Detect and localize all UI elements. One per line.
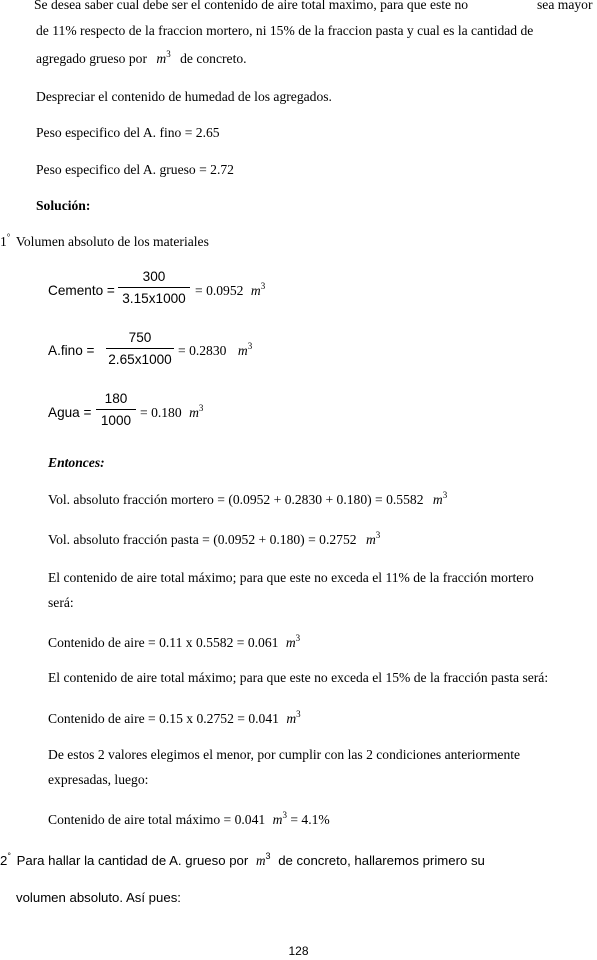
note-peso-fino: Peso especifico del A. fino = 2.65 (36, 125, 220, 140)
unit-exp: 3 (265, 851, 271, 861)
intro-line-1-right: sea mayor (537, 0, 593, 12)
unit-exp: 3 (295, 633, 301, 643)
step-1-heading: 1° Volumen absoluto de los materiales (0, 232, 209, 249)
afino-fraction (106, 330, 174, 368)
intro-line-2: de 11% respecto de la fraccion mortero, ni 15% de la fraccion pasta y cual es la cantidad de (36, 23, 534, 38)
afino-result (178, 343, 252, 359)
aire-mortero-text: Contenido de aire = 0.11 x 0.5582 = 0.061 (48, 635, 279, 650)
agua-result-value: = 0.180 (140, 405, 182, 420)
vol-mortero (48, 492, 447, 508)
aire-final-percent: = 4.1% (290, 812, 330, 827)
unit-m: m (285, 635, 296, 650)
unit-m: m (156, 51, 167, 66)
solution-heading: Solución: (36, 198, 91, 213)
aire-pasta (48, 711, 301, 727)
unit-exp: 3 (198, 403, 204, 413)
aire-pasta-text: Contenido de aire = 0.15 x 0.2752 = 0.041 (48, 711, 279, 726)
vol-pasta (48, 532, 380, 548)
cemento-numerator: 300 (142, 269, 166, 284)
unit-exp: 3 (296, 709, 301, 719)
vol-mortero-text: Vol. absoluto fracción mortero = (0.0952 + 0.2830 + 0.180) = 0.5582 (48, 492, 424, 507)
aire-final (48, 812, 330, 828)
text-conclusion-line-2: expresadas, luego: (48, 772, 149, 787)
intro-line-3 (36, 51, 247, 67)
unit-m: m (286, 711, 297, 726)
cemento-result (195, 283, 265, 299)
afino-denominator: 2.65x1000 (108, 352, 172, 367)
unit-exp: 3 (282, 810, 287, 820)
unit-m: m (432, 492, 443, 507)
intro-line-1: Se desea saber cual debe ser el contenido de aire total maximo, para que este no (34, 0, 469, 12)
afino-result-value: = 0.2830 (178, 343, 227, 358)
aire-final-text: Contenido de aire total máximo = 0.041 (48, 812, 266, 827)
step-2-text-a: Para hallar la cantidad de A. grueso por (16, 853, 249, 868)
cemento-label: Cemento = (48, 283, 115, 298)
unit-exp: 3 (166, 49, 171, 59)
intro-line-3-tail: de concreto. (180, 51, 247, 66)
fraction-bar (118, 287, 190, 288)
afino-numerator: 750 (128, 330, 152, 345)
unit-exp: 3 (442, 490, 448, 500)
agua-result (140, 405, 203, 421)
step-2-text-b: de concreto, hallaremos primero su (278, 853, 485, 868)
text-mortero-line-2: será: (48, 595, 74, 610)
unit-exp: 3 (260, 281, 266, 291)
intro-line-3-text: agregado grueso por (36, 51, 147, 66)
agua-fraction (96, 391, 136, 429)
note-humedad: Despreciar el contenido de humedad de los agregados. (36, 89, 332, 104)
text-mortero-line-1: El contenido de aire total máximo; para que este no exceda el 11% de la fracción mortero (48, 570, 534, 585)
text-conclusion-line-1: De estos 2 valores elegimos el menor, por cumplir con las 2 condiciones anteriormente (48, 747, 521, 762)
unit-m: m (189, 405, 199, 420)
unit-m: m (250, 283, 261, 298)
cemento-fraction (118, 269, 190, 307)
note-peso-grueso: Peso especifico del A. grueso = 2.72 (36, 162, 234, 177)
unit-m: m (255, 853, 266, 868)
cemento-denominator: 3.15x1000 (122, 291, 186, 306)
step-1-marker: 1 (0, 234, 7, 249)
page-number: 128 (288, 944, 309, 958)
afino-label: A.fino = (48, 343, 95, 358)
step-1-title: Volumen absoluto de los materiales (15, 234, 209, 249)
unit-exp: 3 (375, 530, 381, 540)
step-2-line-2: volumen absoluto. Así pues: (16, 890, 181, 905)
agua-denominator: 1000 (100, 413, 132, 428)
text-pasta: El contenido de aire total máximo; para que este no exceda el 15% de la fracción pasta será: (48, 670, 549, 685)
entonces-heading: Entonces: (48, 455, 105, 470)
agua-numerator: 180 (104, 391, 128, 406)
cemento-result-value: = 0.0952 (195, 283, 244, 298)
fraction-bar (96, 409, 136, 410)
aire-mortero (48, 635, 300, 651)
step-2-line-1: 2° Para hallar la cantidad de A. grueso por $m^3$ de concreto, hallaremos primero su (0, 851, 485, 868)
unit-m: m (365, 532, 376, 547)
agua-label: Agua = (48, 405, 92, 420)
unit-m: m (237, 343, 248, 358)
vol-pasta-text: Vol. absoluto fracción pasta = (0.0952 + 0.180) = 0.2752 (48, 532, 357, 547)
unit-m: m (272, 812, 283, 827)
unit-exp: 3 (247, 341, 253, 351)
step-2-marker: 2 (0, 853, 8, 868)
fraction-bar (106, 348, 174, 349)
